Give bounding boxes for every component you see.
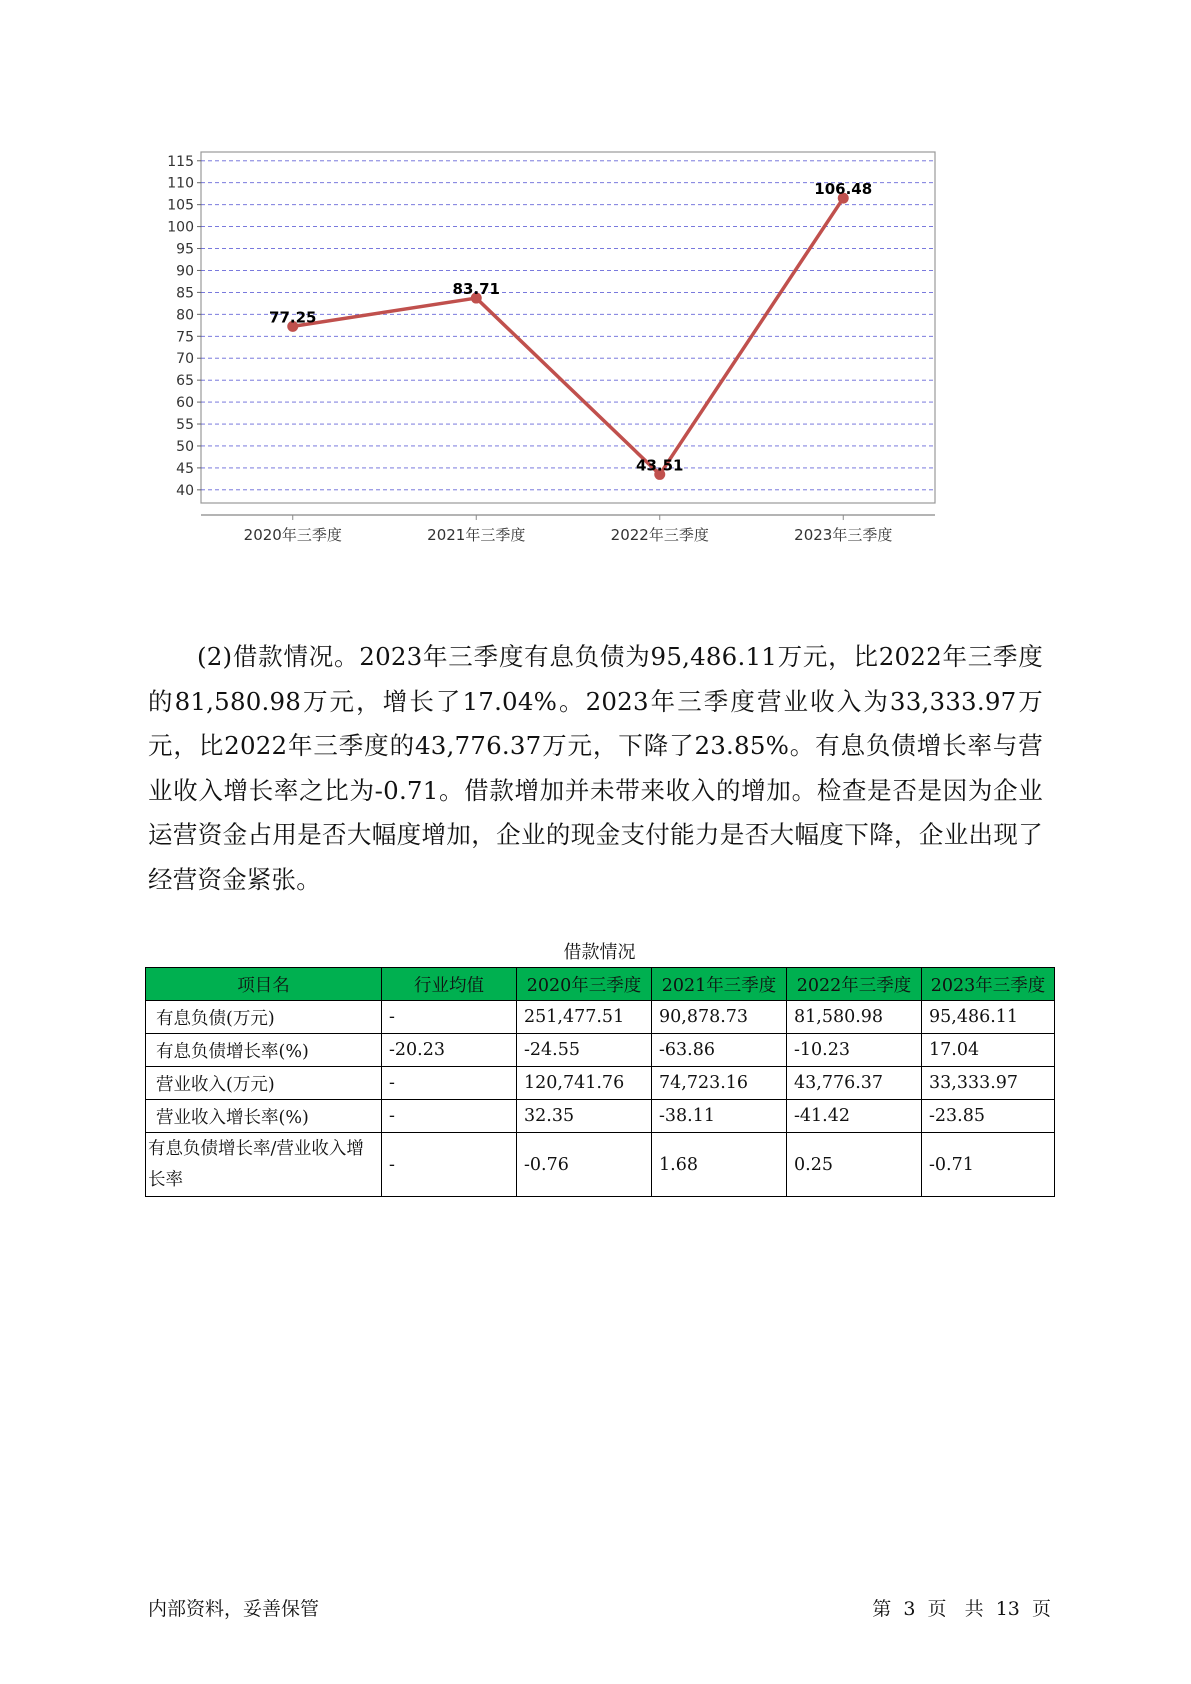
header-industry-average: 行业均值 <box>382 968 517 1001</box>
table-cell: 17.04 <box>922 1034 1055 1067</box>
x-axis <box>201 515 935 520</box>
table-cell: 1.68 <box>652 1133 787 1197</box>
table-cell: -0.71 <box>922 1133 1055 1197</box>
table-row <box>146 1133 1055 1197</box>
table-cell: - <box>382 1133 517 1197</box>
x-tick-label: 2020年三季度 <box>243 526 342 544</box>
data-label: 106.48 <box>814 180 873 199</box>
table-cell: - <box>382 1067 517 1100</box>
y-tick-label: 45 <box>176 460 194 477</box>
table-cell: 32.35 <box>517 1100 652 1133</box>
table-row <box>146 1034 1055 1067</box>
footer-page-number <box>872 1594 1051 1621</box>
page-current: 3 <box>903 1598 922 1620</box>
table-cell: - <box>382 1100 517 1133</box>
data-label: 77.25 <box>269 308 317 327</box>
table-cell: 43,776.37 <box>787 1067 922 1100</box>
table-cell: -0.76 <box>517 1133 652 1197</box>
x-tick-labels <box>244 526 893 544</box>
body-paragraph: (2)借款情况。2023年三季度有息负债为95,486.11万元，比2022年三季度的81,580.98万元，增长了17.04%。2023年三季度营业收入为33,333.97万元，比2022年三季度的43,776.37万元，下降了23.85%。有息负债增长率与营业收入增长率之比为-0.71。借款增加并未带来收入的增加。检查是否是因为企业运营资金占用是否大幅度增加，企业的现金支付能力是否大幅度下降，企业出现了经营资金紧张。 <box>148 642 1043 894</box>
row-label: 有息负债增长率/营业收入增长率 <box>146 1133 382 1197</box>
y-tick-label: 105 <box>167 197 194 214</box>
table-row <box>146 1100 1055 1133</box>
table-cell: -24.55 <box>517 1034 652 1067</box>
table-cell: -23.85 <box>922 1100 1055 1133</box>
x-tick-label: 2022年三季度 <box>610 526 709 544</box>
table-cell: 0.25 <box>787 1133 922 1197</box>
row-label: 有息负债(万元) <box>146 1001 382 1034</box>
table-cell: -41.42 <box>787 1100 922 1133</box>
y-tick-label: 65 <box>176 373 194 390</box>
row-label: 营业收入(万元) <box>146 1067 382 1100</box>
loan-table <box>145 967 1055 1197</box>
table-cell: - <box>382 1001 517 1034</box>
y-tick-label: 85 <box>176 285 194 302</box>
y-tick-label: 40 <box>176 482 194 499</box>
y-tick-label: 90 <box>176 263 194 280</box>
header-2022-q3: 2022年三季度 <box>787 968 922 1001</box>
table-cell: -38.11 <box>652 1100 787 1133</box>
header-2023-q3: 2023年三季度 <box>922 968 1055 1001</box>
row-label: 营业收入增长率(%) <box>146 1100 382 1133</box>
y-tick-label: 75 <box>176 329 194 346</box>
y-tick-label: 115 <box>167 153 194 170</box>
page-total: 13 <box>995 1598 1026 1620</box>
page-suffix: 页 <box>1031 1598 1051 1620</box>
table-cell: 251,477.51 <box>517 1001 652 1034</box>
table-cell: -10.23 <box>787 1034 922 1067</box>
y-tick-labels <box>167 154 201 499</box>
table-row <box>146 1001 1055 1034</box>
x-tick-label: 2021年三季度 <box>427 526 526 544</box>
row-label: 有息负债增长率(%) <box>146 1034 382 1067</box>
page-mid: 页 共 <box>927 1598 990 1620</box>
table-cell: -20.23 <box>382 1034 517 1067</box>
header-2020-q3: 2020年三季度 <box>517 968 652 1001</box>
data-label: 83.71 <box>452 280 500 299</box>
table-cell: 81,580.98 <box>787 1001 922 1034</box>
line-chart <box>150 150 1030 595</box>
y-tick-label: 55 <box>176 417 194 434</box>
table-cell: -63.86 <box>652 1034 787 1067</box>
y-tick-label: 50 <box>176 438 194 455</box>
y-tick-label: 80 <box>176 307 194 324</box>
header-2021-q3: 2021年三季度 <box>652 968 787 1001</box>
table-header-row <box>146 968 1055 1001</box>
table-caption: 借款情况 <box>563 942 636 963</box>
header-item-name: 项目名 <box>146 968 382 1001</box>
y-tick-label: 60 <box>176 395 194 412</box>
table-cell: 90,878.73 <box>652 1001 787 1034</box>
y-tick-label: 110 <box>167 175 194 192</box>
y-tick-label: 95 <box>176 241 194 258</box>
x-tick-label: 2023年三季度 <box>794 526 893 544</box>
data-label: 43.51 <box>636 456 684 475</box>
table-cell: 33,333.97 <box>922 1067 1055 1100</box>
y-tick-label: 100 <box>167 219 194 236</box>
footer-confidential-note: 内部资料，妥善保管 <box>148 1598 320 1620</box>
table-cell: 74,723.16 <box>652 1067 787 1100</box>
table-row <box>146 1067 1055 1100</box>
y-tick-label: 70 <box>176 351 194 368</box>
table-cell: 95,486.11 <box>922 1001 1055 1034</box>
table-cell: 120,741.76 <box>517 1067 652 1100</box>
page-prefix: 第 <box>872 1598 898 1620</box>
